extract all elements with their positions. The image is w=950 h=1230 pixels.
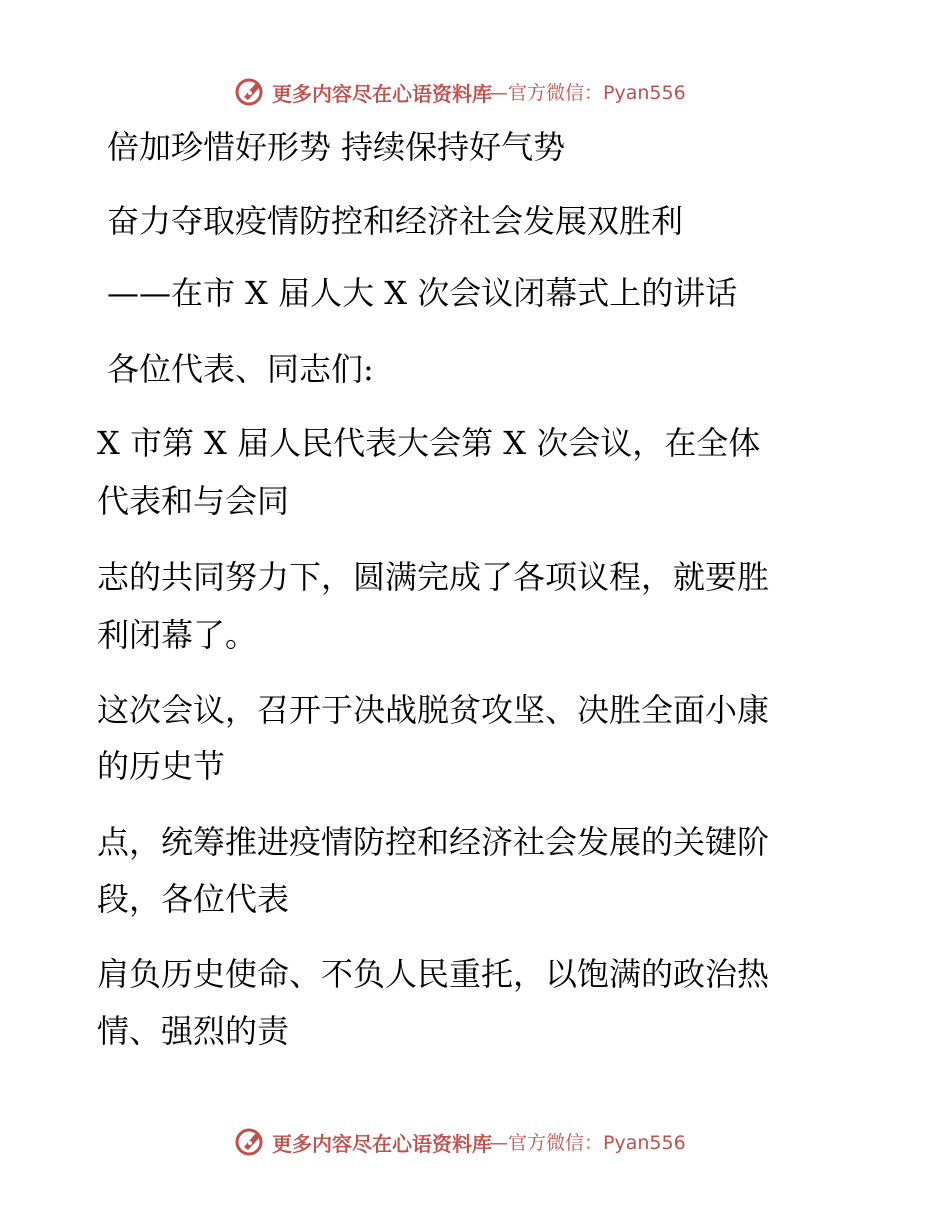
footer-watermark-banner: [0, 1121, 950, 1161]
document-subtitle: 奋力夺取疫情防控和经济社会发展双胜利: [107, 202, 684, 240]
paragraph-line: 的历史节: [97, 747, 226, 785]
paragraph-line: 这次会议，召开于决战脱贫攻坚、决胜全面小康: [97, 691, 770, 729]
paragraph-line: X 市第 X 届人民代表大会第 X 次会议，在全体: [97, 424, 761, 462]
watermark-text: 更多内容尽在心语资料库: [272, 1132, 492, 1156]
paragraph-line: 点，统筹推进疫情防控和经济社会发展的关键阶: [97, 823, 770, 861]
paragraph-line: 段，各位代表: [97, 880, 290, 918]
watermark-text: 更多内容尽在心语资料库: [272, 82, 492, 106]
document-subtitle-speech: ——在市 X 届人大 X 次会议闭幕式上的讲话: [107, 274, 738, 312]
document-title: 倍加珍惜好形势 持续保持好气势: [107, 128, 566, 166]
pen-nib-logo-icon: [234, 1125, 266, 1157]
salutation: 各位代表、同志们:: [107, 350, 374, 388]
paragraph-line: 代表和与会同: [97, 482, 290, 520]
watermark-wechat: —官方微信：Pyan556: [489, 82, 686, 104]
header-watermark-banner: [0, 71, 950, 111]
paragraph-line: 肩负历史使命、不负人民重托，以饱满的政治热: [97, 955, 770, 993]
pen-nib-logo-icon: [234, 75, 266, 107]
paragraph-line: 志的共同努力下，圆满完成了各项议程，就要胜: [97, 558, 770, 596]
watermark-wechat: —官方微信：Pyan556: [489, 1132, 686, 1154]
paragraph-line: 利闭幕了。: [97, 616, 258, 654]
paragraph-line: 情、强烈的责: [97, 1012, 290, 1050]
